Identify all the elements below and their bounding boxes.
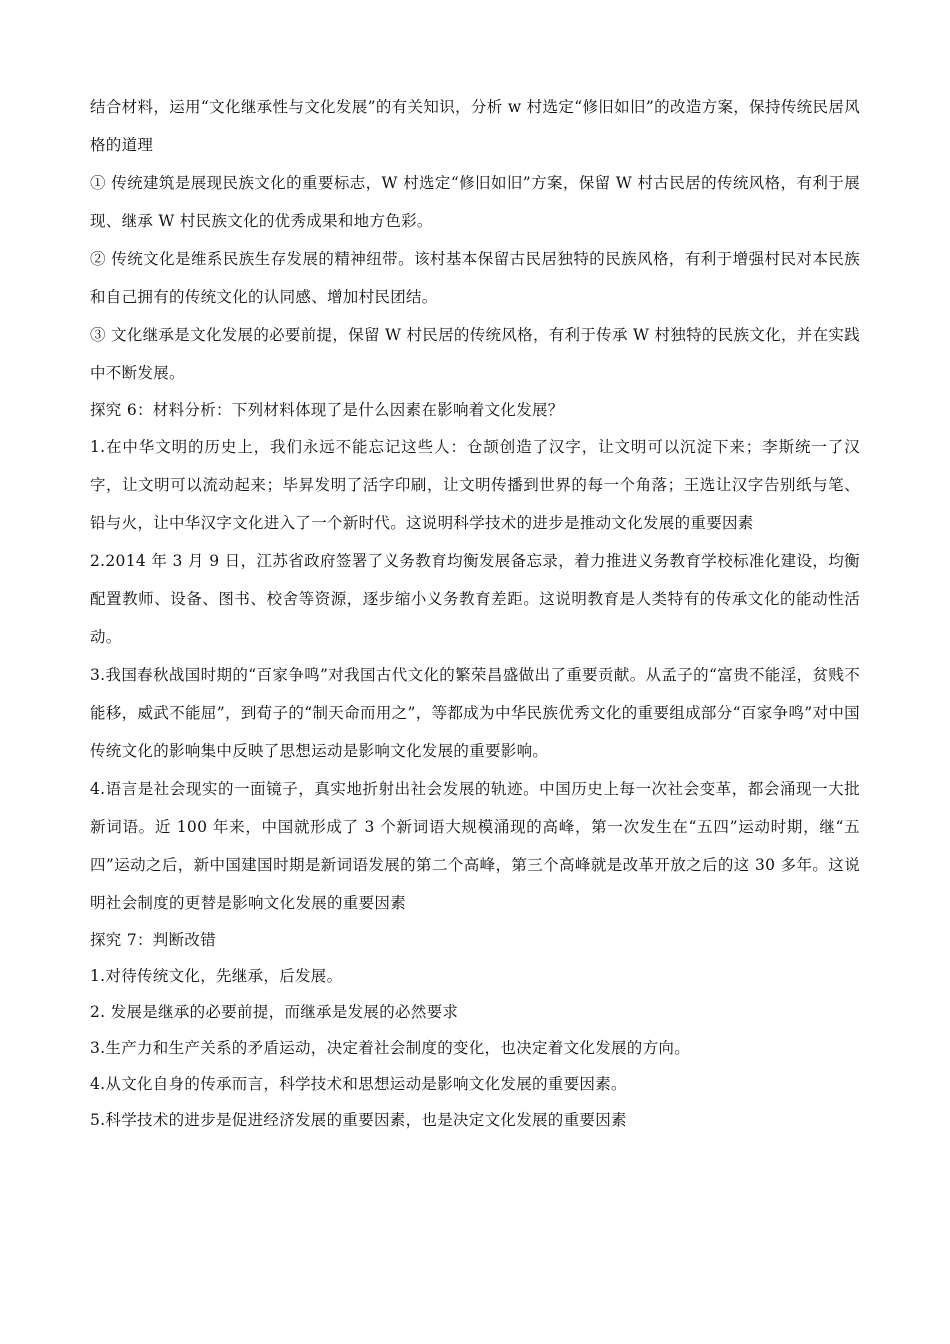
explore-7-item-4: 4.从文化自身的传承而言，科学技术和思想运动是影响文化发展的重要因素。: [90, 1075, 627, 1093]
explore-6-item-3: 3.我国春秋战国时期的“百家争鸣”对我国古代文化的繁荣昌盛做出了重要贡献。从孟子的“富贵不能淫，贫贱不能移，威武不能屈”，到荀子的“制天命而用之”，等都成为中华民族优秀文化的重要组成部分“百家争鸣”对中国传统文化的影响集中反映了思想运动是影响文化发展的重要影响。: [90, 666, 860, 760]
point-3-paragraph: ③ 文化继承是文化发展的必要前提，保留 W 村民居的传统风格，有利于传承 W 村独特的民族文化，并在实践中不断发展。: [90, 326, 860, 382]
explore-6-heading: 探究 6：材料分析：下列材料体现了是什么因素在影响着文化发展？: [90, 401, 564, 419]
explore-7-item-2: 2. 发展是继承的必要前提，而继承是发展的必然要求: [90, 1003, 459, 1021]
point-1-paragraph: ① 传统建筑是展现民族文化的重要标志，W 村选定“修旧如旧”方案，保留 W 村古民居的传统风格，有利于展现、继承 W 村民族文化的优秀成果和地方色彩。: [90, 174, 860, 230]
explore-7-item-1: 1.对待传统文化，先继承，后发展。: [90, 967, 343, 985]
explore-6-item-1: 1.在中华文明的历史上，我们永远不能忘记这些人：仓颉创造了汉字，让文明可以沉淀下来；李斯统一了汉字，让文明可以流动起来；毕昇发明了活字印刷，让文明传播到世界的每一个角落；王选让汉字告别纸与笔、铅与火，让中华汉字文化进入了一个新时代。这说明科学技术的进步是推动文化发展的重要因素: [90, 438, 860, 532]
explore-7-item-3: 3.生产力和生产关系的矛盾运动，决定着社会制度的变化，也决定着文化发展的方向。: [90, 1039, 690, 1057]
explore-7-item-5: 5.科学技术的进步是促进经济发展的重要因素，也是决定文化发展的重要因素: [90, 1111, 627, 1129]
explore-6-item-2: 2.2014 年 3 月 9 日，江苏省政府签署了义务教育均衡发展备忘录，着力推进义务教育学校标准化建设，均衡配置教师、设备、图书、校舍等资源，逐步缩小义务教育差距。这说明教育是人类特有的传承文化的能动性活动。: [90, 552, 860, 646]
explore-6-item-4: 4.语言是社会现实的一面镜子，真实地折射出社会发展的轨迹。中国历史上每一次社会变革，都会涌现一大批新词语。近 100 年来，中国就形成了 3 个新词语大规模涌现的高峰，第一次发生在“五四”运动时期，继“五四”运动之后，新中国建国时期是新词语发展的第二个高峰，第三个高峰就是改革开放之后的这 30 多年。这说明社会制度的更替是影响文化发展的重要因素: [90, 780, 860, 912]
explore-7-heading: 探究 7：判断改错: [90, 931, 216, 949]
point-2-paragraph: ② 传统文化是维系民族生存发展的精神纽带。该村基本保留古民居独特的民族风格，有利于增强村民对本民族和自己拥有的传统文化的认同感、增加村民团结。: [90, 250, 860, 306]
intro-paragraph: 结合材料，运用“文化继承性与文化发展”的有关知识，分析 w 村选定“修旧如旧”的改造方案，保持传统民居风格的道理: [90, 98, 860, 154]
